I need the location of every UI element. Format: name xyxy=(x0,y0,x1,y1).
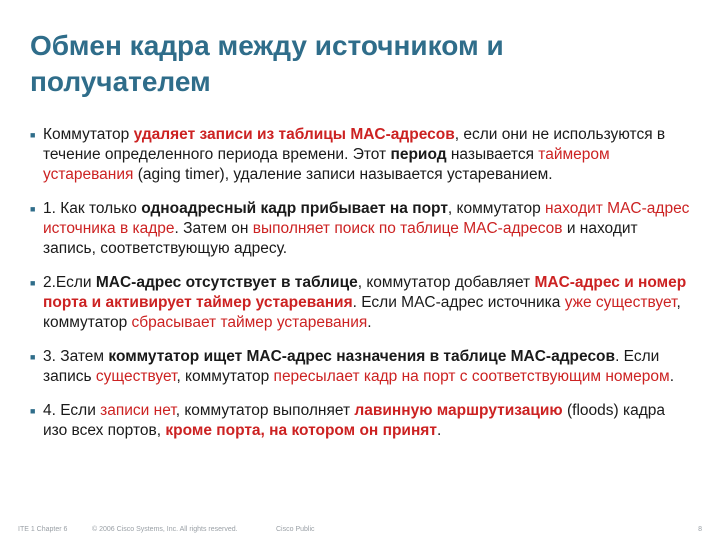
bullet-text-segment: . xyxy=(436,422,442,439)
bullet-text-segment: (aging timer), удаление записи называется устареванием. xyxy=(133,166,553,183)
bullet-text-segment: , коммутатор добавляет xyxy=(357,274,535,291)
bullet-marker-icon: ■ xyxy=(30,352,36,362)
slide-footer xyxy=(0,522,720,540)
bullet-text-segment: период xyxy=(390,146,447,163)
bullet-item xyxy=(30,347,690,387)
bullet-marker-icon: ■ xyxy=(30,204,36,214)
bullet-text-segment: , если они не используются в течение определенного периода времени. Этот xyxy=(43,126,666,163)
bullet-item xyxy=(30,273,690,333)
bullet-text-segment: удаляет записи из таблицы MAC-адресов xyxy=(133,126,455,143)
bullet-text-segment: . xyxy=(669,368,674,385)
footer-classification: Cisco Public xyxy=(276,526,315,533)
bullet-text xyxy=(43,199,690,259)
bullet-text-segment: сбрасывает таймер устаревания xyxy=(131,314,368,331)
bullet-item xyxy=(30,199,690,259)
bullet-text-segment: Коммутатор xyxy=(43,126,134,143)
bullet-text-segment: называется xyxy=(446,146,539,163)
bullet-text-segment: 4. Если xyxy=(43,402,101,419)
footer-course: ITE 1 Chapter 6 xyxy=(18,526,68,533)
bullet-text-segment: , коммутатор xyxy=(176,368,274,385)
bullet-text-segment: (floods) кадра изо всех портов, xyxy=(43,402,665,439)
bullet-marker-icon: ■ xyxy=(30,278,36,288)
bullet-text-segment: коммутатор ищет MAC-адрес назначения в таблице MAC-адресов xyxy=(108,348,616,365)
slide-title: Обмен кадра между источником и получателем xyxy=(30,30,504,97)
footer-copyright: © 2006 Cisco Systems, Inc. All rights reserved. xyxy=(92,526,238,533)
bullet-text-segment: , коммутатор xyxy=(43,294,681,331)
bullet-text-segment: 3. Затем xyxy=(43,348,109,365)
bullet-text-segment: 2.Если xyxy=(43,274,96,291)
bullet-text-segment: существует xyxy=(95,368,177,385)
bullet-text-segment: пересылает кадр на порт с соответствующим номером xyxy=(273,368,670,385)
bullet-marker-icon: ■ xyxy=(30,130,36,140)
bullet-text-segment: MAC-адрес отсутствует в таблице xyxy=(95,274,358,291)
bullet-text-segment: выполняет поиск по таблице MAC-адресов xyxy=(252,220,563,237)
bullet-text xyxy=(43,347,690,387)
bullet-text-segment: , коммутатор xyxy=(447,200,546,217)
bullet-text-segment: таймером устаревания xyxy=(43,146,610,183)
bullet-text-segment: MAC-адрес и номер порта и активирует таймер устаревания xyxy=(43,274,687,311)
bullet-text-segment: кроме порта, на котором он принят xyxy=(165,422,437,439)
bullet-text-segment: находит MAC-адрес источника в кадре xyxy=(43,200,690,237)
bullet-item xyxy=(30,401,690,441)
footer-page-number: 8 xyxy=(698,526,702,533)
bullet-text-segment: , коммутатор выполняет xyxy=(175,402,355,419)
bullet-item xyxy=(30,125,690,185)
bullet-text xyxy=(43,401,690,441)
bullet-text xyxy=(43,273,690,333)
bullet-text-segment: 1. Как только xyxy=(43,200,142,217)
bullet-text-segment: . xyxy=(367,314,372,331)
bullet-text-segment: лавинную маршрутизацию xyxy=(354,402,563,419)
bullet-text-segment: и находит запись, соответствующую адресу. xyxy=(43,220,638,257)
bullet-text xyxy=(43,125,690,185)
bullet-text-segment: уже существует xyxy=(564,294,677,311)
bullet-marker-icon: ■ xyxy=(30,406,36,416)
bullet-list xyxy=(30,125,690,455)
bullet-text-segment: одноадресный кадр прибывает на порт xyxy=(141,200,448,217)
bullet-text-segment: записи нет xyxy=(100,402,176,419)
bullet-text-segment: . Затем он xyxy=(174,220,253,237)
bullet-text-segment: . Если MAC-адрес источника xyxy=(352,294,565,311)
bullet-text-segment: . Если запись xyxy=(43,348,660,385)
